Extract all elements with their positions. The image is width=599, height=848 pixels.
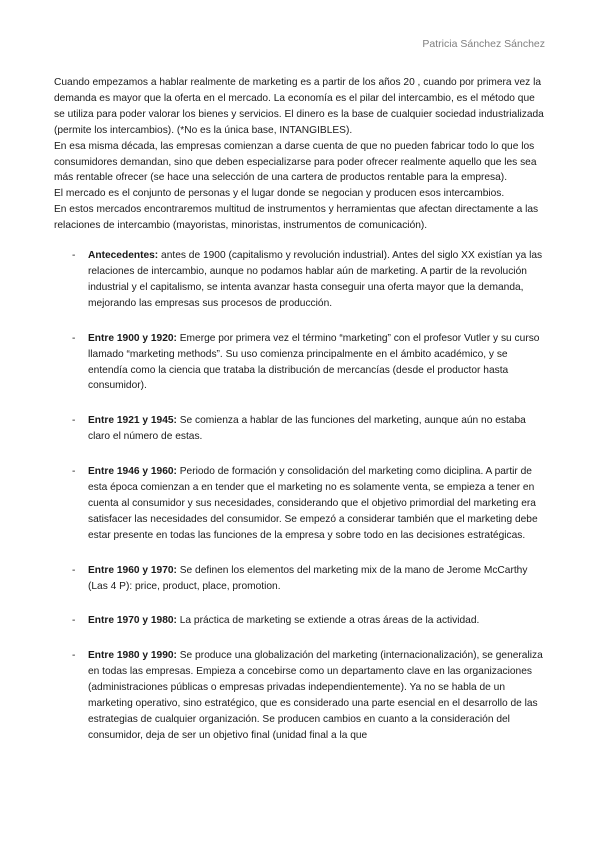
paragraph: El mercado es el conjunto de personas y el lugar donde se negocian y producen esos intercambios. [54, 188, 505, 200]
page-header-author: Patricia Sánchez Sánchez [422, 38, 545, 50]
item-text: La práctica de marketing se extiende a otras áreas de la actividad. [176, 615, 480, 627]
item-term: Entre 1900 y 1920: [88, 332, 177, 344]
list-item [54, 331, 546, 395]
item-term: Entre 1946 y 1960: [88, 466, 177, 478]
item-term: Antecedentes: [88, 250, 159, 262]
list-item [54, 248, 546, 312]
bullet-marker: - [72, 332, 76, 344]
paragraph: Cuando empezamos a hablar realmente de marketing es a partir de los años 20 , cuando por primera vez la demanda es mayor que la oferta en el mercado. La economía es el pilar del intercambio, es el método que se utiliza para poder valorar los bienes y servicios. El dinero es la base de cualquier sociedad industrializada (permite los intercambios). (*No es la única base, INTANGIBLES). [54, 77, 544, 136]
bullet-marker: - [72, 415, 76, 427]
list-item [54, 464, 546, 544]
item-text: Se produce una globalización del marketing (internacionalización), se generaliza en todas las empresas. Empieza a concebirse como un departamento clave en las organizaciones (administraciones públicas o empresas privadas independientemente). Ya no se habla de un marketing operativo, sino estratégico, que es considerado una parte esencial en el desarrollo de las estrategias de cualquier organización. Se producen cambios en cuanto a la consideración del consumidor, deja de ser un objetivo final (unidad final a la que [88, 650, 543, 741]
list-item [54, 413, 546, 445]
item-term: Entre 1980 y 1990: [88, 650, 177, 662]
list-item [54, 648, 546, 743]
bullet-marker: - [72, 650, 76, 662]
item-term: Entre 1960 y 1970: [88, 564, 177, 576]
list-item [54, 613, 546, 629]
paragraph: En estos mercados encontraremos multitud de instrumentos y herramientas que afectan directamente a las relaciones de intercambio (mayoristas, minoristas, instrumentos de comunicación). [54, 204, 539, 232]
document-body [54, 75, 546, 763]
item-term: Entre 1970 y 1980: [88, 615, 177, 627]
item-text: Se definen los elementos del marketing mix de la mano de Jerome McCarthy (Las 4 P): price, product, place, promotion. [88, 564, 528, 592]
paragraph: En esa misma década, las empresas comienzan a darse cuenta de que no pueden fabricar todo lo que los consumidores demandan, sino que deben especializarse para poder ofrecer realmente aquello que les sea más rentable ofrecer (se hace una selección de una cartera de productos rentable para la empresa). [54, 140, 537, 184]
bullet-marker: - [72, 615, 76, 627]
item-text: Emerge por primera vez el término “marketing” con el profesor Vutler y su curso llamado “marketing methods”. Su uso comienza principalmente en el ámbito académico, y se entendía como la ciencia que trataba la distribución de mercancías (desde el productor hasta consumidor). [88, 332, 540, 392]
item-text: Se comienza a hablar de las funciones del marketing, aunque aún no estaba claro el número de estas. [88, 415, 526, 443]
bullet-marker: - [72, 564, 76, 576]
item-term: Entre 1921 y 1945: [88, 415, 177, 427]
list-item [54, 563, 546, 595]
bullet-marker: - [72, 250, 76, 262]
item-text: antes de 1900 (capitalismo y revolución industrial). Antes del siglo XX existían ya las relaciones de intercambio, aunque no podamos hablar aún de marketing. A partir de la revolución industrial y el capitalismo, se intenta avanzar hasta conseguir una oferta mayor que la demanda, mejorando las empresas sus procesos de producción. [88, 250, 543, 309]
bullet-marker: - [72, 466, 76, 478]
item-text: Periodo de formación y consolidación del marketing como diciplina. A partir de esta época comienzan a en tender que el marketing no es solamente venta, se empieza a tener en cuenta al consumidor y sus necesidades, considerando que el objetivo primordial del marketing era satisfacer las necesidades del consumidor. Se empezó a considerar también que el marketing debe estar presente en todas las funciones de la empresa y sobre todo en las decisiones estratégicas. [88, 466, 538, 541]
history-list [54, 248, 546, 744]
